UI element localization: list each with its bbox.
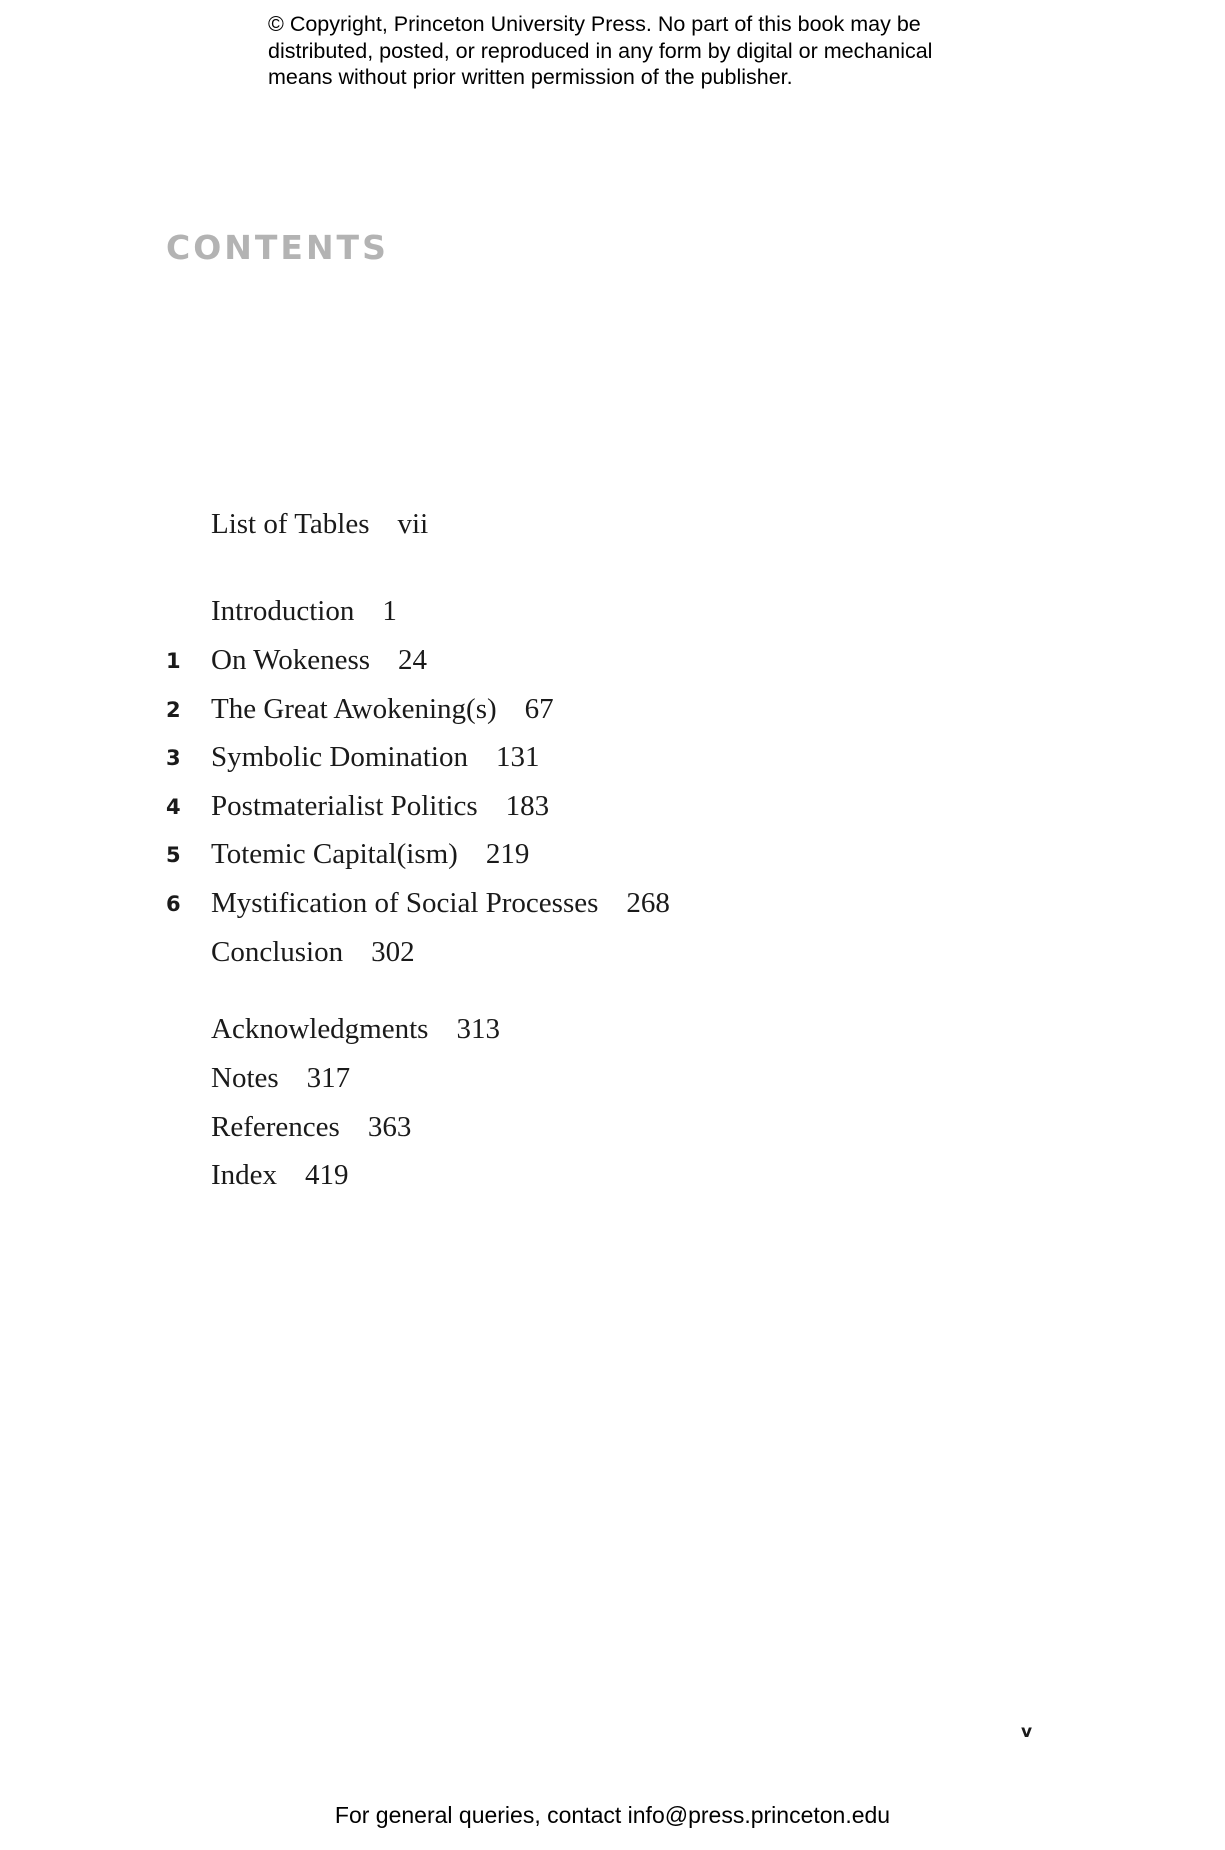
toc-chapter-number: 2 xyxy=(166,698,181,722)
toc-title: Totemic Capital(ism) xyxy=(211,838,458,870)
toc-chapter-number: 3 xyxy=(166,746,181,770)
toc-entry-introduction[interactable] xyxy=(0,591,1000,631)
toc-title: Index xyxy=(211,1159,278,1191)
toc-entry-chapter-2[interactable] xyxy=(0,689,1000,729)
copyright-line: © Copyright, Princeton University Press. No part of this book may be xyxy=(268,12,921,36)
toc-title: Mystification of Social Processes xyxy=(211,887,599,919)
toc-entry-notes[interactable] xyxy=(0,1058,1000,1098)
toc-entry-conclusion[interactable] xyxy=(0,932,1000,972)
toc-title: The Great Awokening(s) xyxy=(211,693,497,725)
toc-page-number: 67 xyxy=(524,693,554,725)
toc-page-number: 183 xyxy=(505,790,550,822)
toc-title: Conclusion xyxy=(211,936,344,968)
toc-entry-acknowledgments[interactable] xyxy=(0,1009,1000,1049)
contents-heading: CONTENTS xyxy=(166,228,389,267)
toc-entry-chapter-4[interactable] xyxy=(0,786,1000,826)
toc-entry-index[interactable] xyxy=(0,1155,1000,1195)
toc-page-number: vii xyxy=(397,508,429,540)
toc-page-number: 317 xyxy=(306,1062,351,1094)
toc-title: Acknowledgments xyxy=(211,1013,429,1045)
toc-entry-chapter-5[interactable] xyxy=(0,834,1000,874)
toc-chapter-number: 5 xyxy=(166,843,181,867)
toc-page-number: 24 xyxy=(398,644,428,676)
toc-page-number: 363 xyxy=(367,1111,412,1143)
toc-title: References xyxy=(211,1111,340,1143)
toc-title: On Wokeness xyxy=(211,644,371,676)
toc-page-number: 219 xyxy=(485,838,530,870)
toc-page-number: 131 xyxy=(495,741,540,773)
toc-page-number: 419 xyxy=(305,1159,349,1191)
toc-page-number: 268 xyxy=(626,887,670,919)
toc-title: List of Tables xyxy=(211,508,370,540)
footer-contact: For general queries, contact info@press.princeton.edu xyxy=(334,1802,891,1828)
toc-entry-chapter-3[interactable] xyxy=(0,737,1000,777)
toc-entry-chapter-6[interactable] xyxy=(0,883,1000,923)
toc-title: Postmaterialist Politics xyxy=(211,790,478,822)
page-folio: v xyxy=(1021,1722,1033,1742)
toc-chapter-number: 6 xyxy=(166,892,181,916)
toc-page-number: 1 xyxy=(382,595,397,627)
toc-entry-references[interactable] xyxy=(0,1107,1000,1147)
toc-page-number: 313 xyxy=(456,1013,500,1045)
toc-entry-list-of-tables[interactable] xyxy=(0,504,1000,544)
toc-page-number: 302 xyxy=(371,936,415,968)
toc-chapter-number: 4 xyxy=(166,795,181,819)
toc-title: Symbolic Domination xyxy=(211,741,468,773)
copyright-line: distributed, posted, or reproduced in any form by digital or mechanical xyxy=(268,38,933,63)
toc-chapter-number: 1 xyxy=(166,649,181,673)
toc-title: Notes xyxy=(211,1062,279,1094)
toc-entry-chapter-1[interactable] xyxy=(0,640,1000,680)
copyright-line: means without prior written permission of the publisher. xyxy=(268,65,793,89)
toc-title: Introduction xyxy=(211,595,355,627)
copyright-notice xyxy=(268,11,988,91)
